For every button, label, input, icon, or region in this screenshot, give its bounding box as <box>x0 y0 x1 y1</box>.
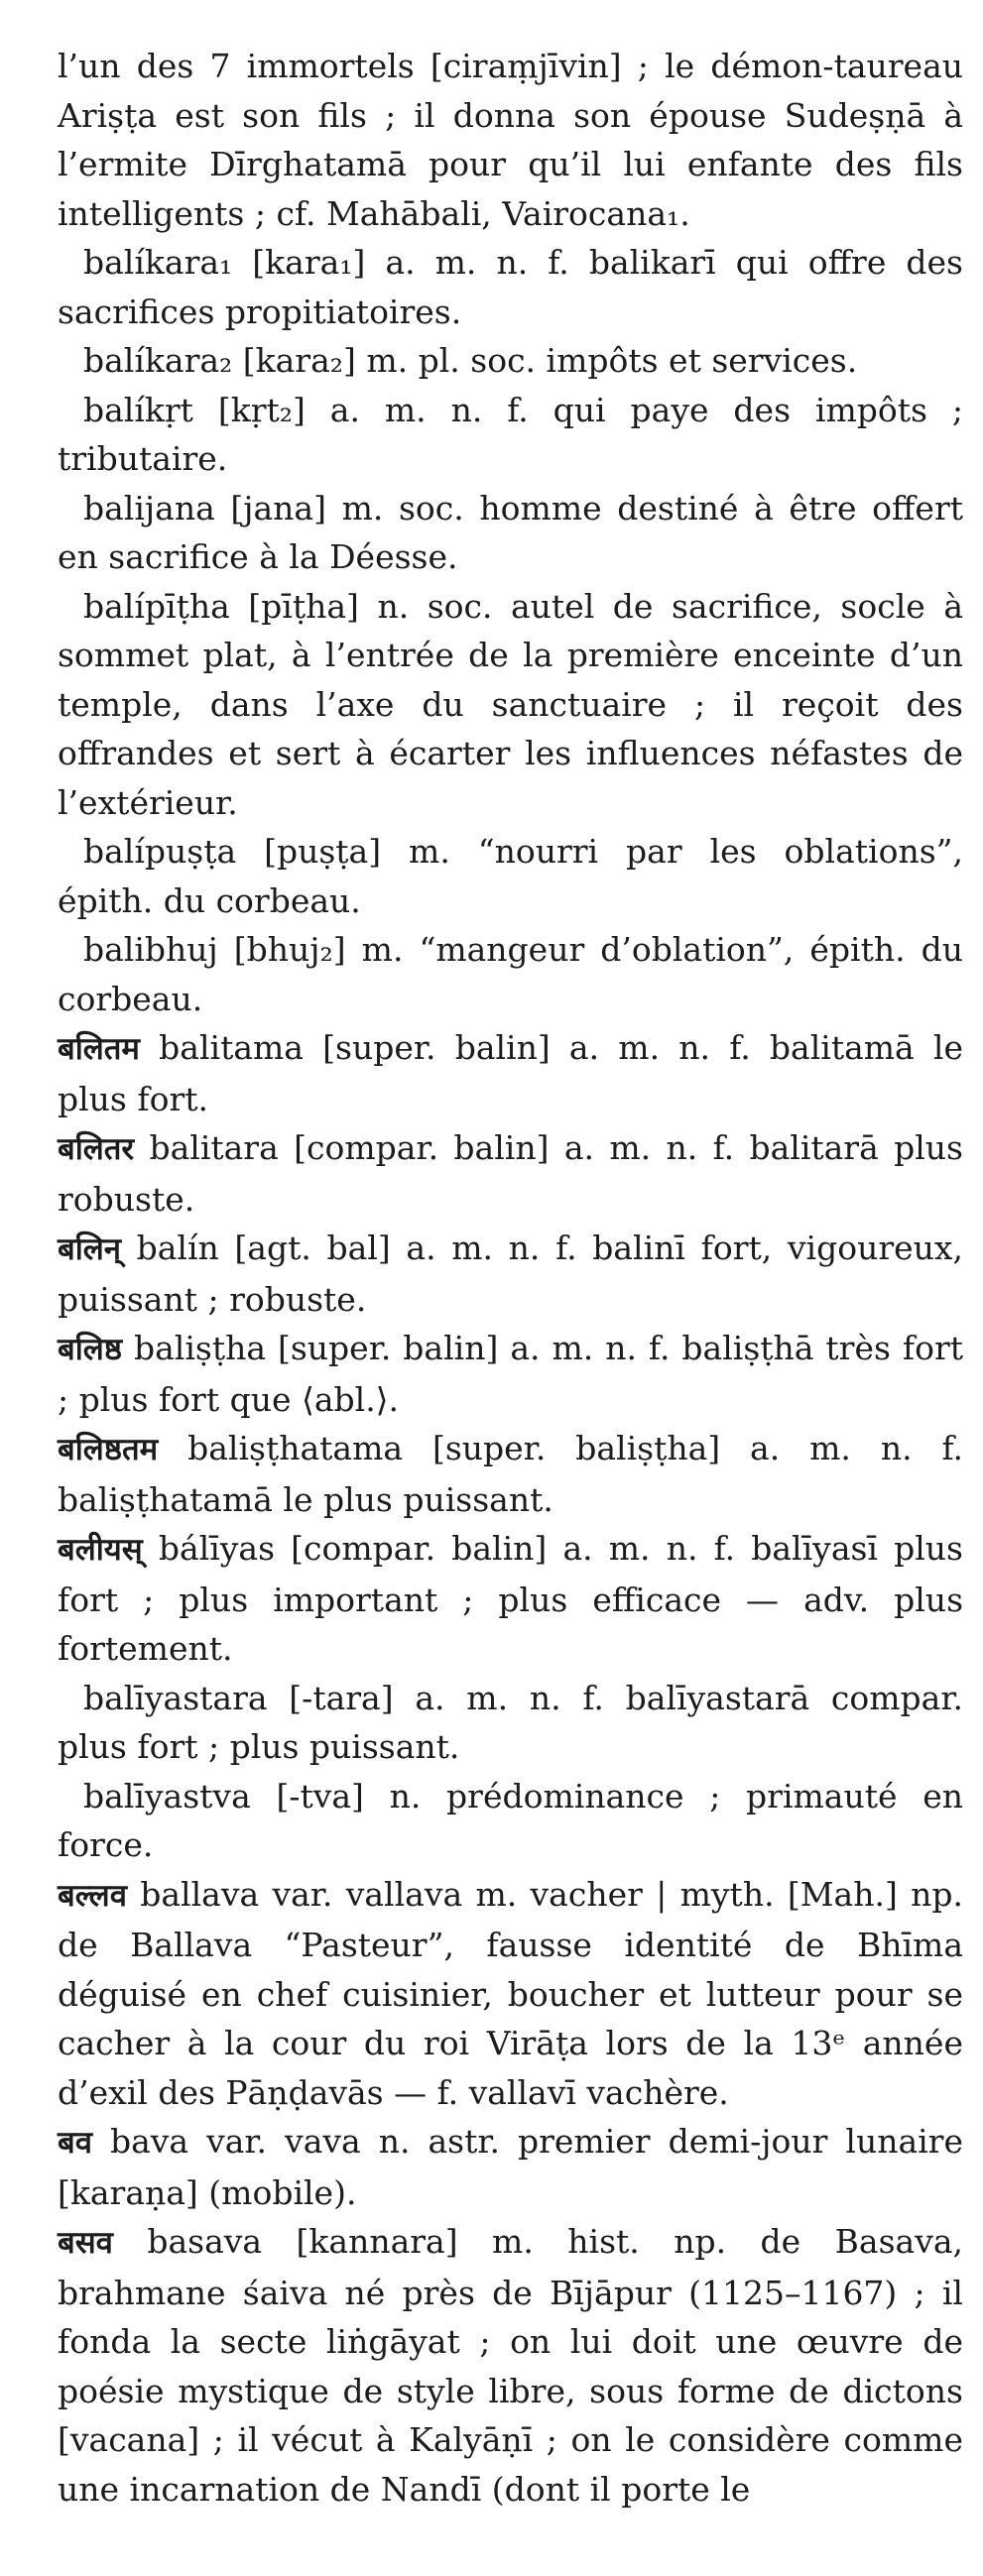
entry-balitara <box>58 1123 963 1224</box>
entry-text: basava [kannara] m. hist. np. de Basava, brahmane śaiva né près de Bījāpur (1125–1167) ; il fonda la secte liṅgāyat ; on lui doit une œuvre de poésie mystique de style libre, sous forme de dictons [vacana] ; il vécut à Kalyāṇī ; on le considère comme une incarnation de Nandī (dont il porte le <box>58 2222 963 2509</box>
entry-text: balitama [super. balin] a. m. n. f. balitamā le plus fort. <box>58 1028 963 1118</box>
entry-balijana: balijana [jana] m. soc. homme destiné à être offert en sacrifice à la Déesse. <box>58 488 963 576</box>
entry-ballava <box>58 1870 963 2118</box>
entry-text: baliṣṭhatama [super. baliṣṭha] a. m. n. f. baliṣṭhatamā le plus puissant. <box>58 1429 963 1519</box>
entry-baliyas <box>58 1524 963 1674</box>
entry-balikara2: balíkara₂ [kara₂] m. pl. soc. impôts et services. <box>83 341 858 380</box>
entry-balibhuj: balibhuj [bhuj₂] m. “mangeur d’oblation”, épith. du corbeau. <box>58 930 963 1018</box>
devanagari-headword: बलिष्ठतम <box>58 1432 159 1467</box>
devanagari-headword: बव <box>58 2125 92 2161</box>
devanagari-headword: बलीयस् <box>58 1532 143 1568</box>
entry-balikrt: balíkṛt [kṛt₂] a. m. n. f. qui paye des impôts ; tributaire. <box>58 390 963 478</box>
entry-balin <box>58 1224 963 1324</box>
devanagari-headword: बल्लव <box>58 1877 127 1914</box>
devanagari-headword: बलितम <box>58 1031 140 1067</box>
entry-text: balín [agt. bal] a. m. n. f. balinī fort, vigoureux, puissant ; robuste. <box>58 1229 963 1319</box>
devanagari-headword: बलितर <box>58 1131 135 1167</box>
devanagari-headword: बलिन् <box>58 1231 121 1267</box>
devanagari-headword: बसव <box>58 2225 113 2261</box>
entry-balipitha: balípīṭha [pīṭha] n. soc. autel de sacrifice, socle à sommet plat, à l’entrée de la première enceinte d’un temple, dans l’axe du sanctuaire ; il reçoit des offrandes et sert à écarter les influences néfastes de l’extérieur. <box>58 586 963 822</box>
entry-balipusta: balípuṣṭa [puṣṭa] m. “nourri par les oblations”, épith. du corbeau. <box>58 832 963 920</box>
entry-text: bálīyas [compar. balin] a. m. n. f. balīyasī plus fort ; plus important ; plus efficace — adv. plus fortement. <box>58 1529 963 1668</box>
entry-continuation: l’un des 7 immortels [ciraṃjīvin] ; le démon-taureau Ariṣṭa est son fils ; il donna son épouse Sudeṣṇā à l’ermite Dīrghatamā pour qu’il lui enfante des fils intelligents ; cf. Mahābali, Vairocana₁. <box>58 47 963 233</box>
entry-balikara1: balíkara₁ [kara₁] a. m. n. f. balikarī qui offre des sacrifices propitiatoires. <box>58 243 963 331</box>
entry-bava <box>58 2117 963 2217</box>
entry-balitama <box>58 1023 963 1123</box>
entry-baliyastva: balīyastva [-tva] n. prédominance ; primauté en force. <box>58 1776 963 1864</box>
entry-text: ballava var. vallava m. vacher | myth. [Mah.] np. de Ballava “Pasteur”, fausse identité de Bhīma déguisé en chef cuisinier, boucher et lutteur pour se cacher à la cour du roi Virāṭa lors de la 13ᵉ année d’exil des Pāṇḍavās — f. vallavī vachère. <box>58 1874 963 2112</box>
entry-text: balitara [compar. balin] a. m. n. f. balitarā plus robuste. <box>58 1128 963 1219</box>
entry-text: baliṣṭha [super. balin] a. m. n. f. baliṣṭhā très fort ; plus fort que ⟨abl.⟩. <box>58 1329 963 1419</box>
entry-baliyastara: balīyastara [-tara] a. m. n. f. balīyastarā compar. plus fort ; plus puissant. <box>58 1678 963 1766</box>
entry-text: bava var. vava n. astr. premier demi-jour lunaire [karaṇa] (mobile). <box>58 2122 963 2212</box>
entry-balistha <box>58 1324 963 1424</box>
entry-basava <box>58 2217 963 2514</box>
devanagari-headword: बलिष्ठ <box>58 1332 123 1367</box>
entry-balisthatama <box>58 1424 963 1524</box>
